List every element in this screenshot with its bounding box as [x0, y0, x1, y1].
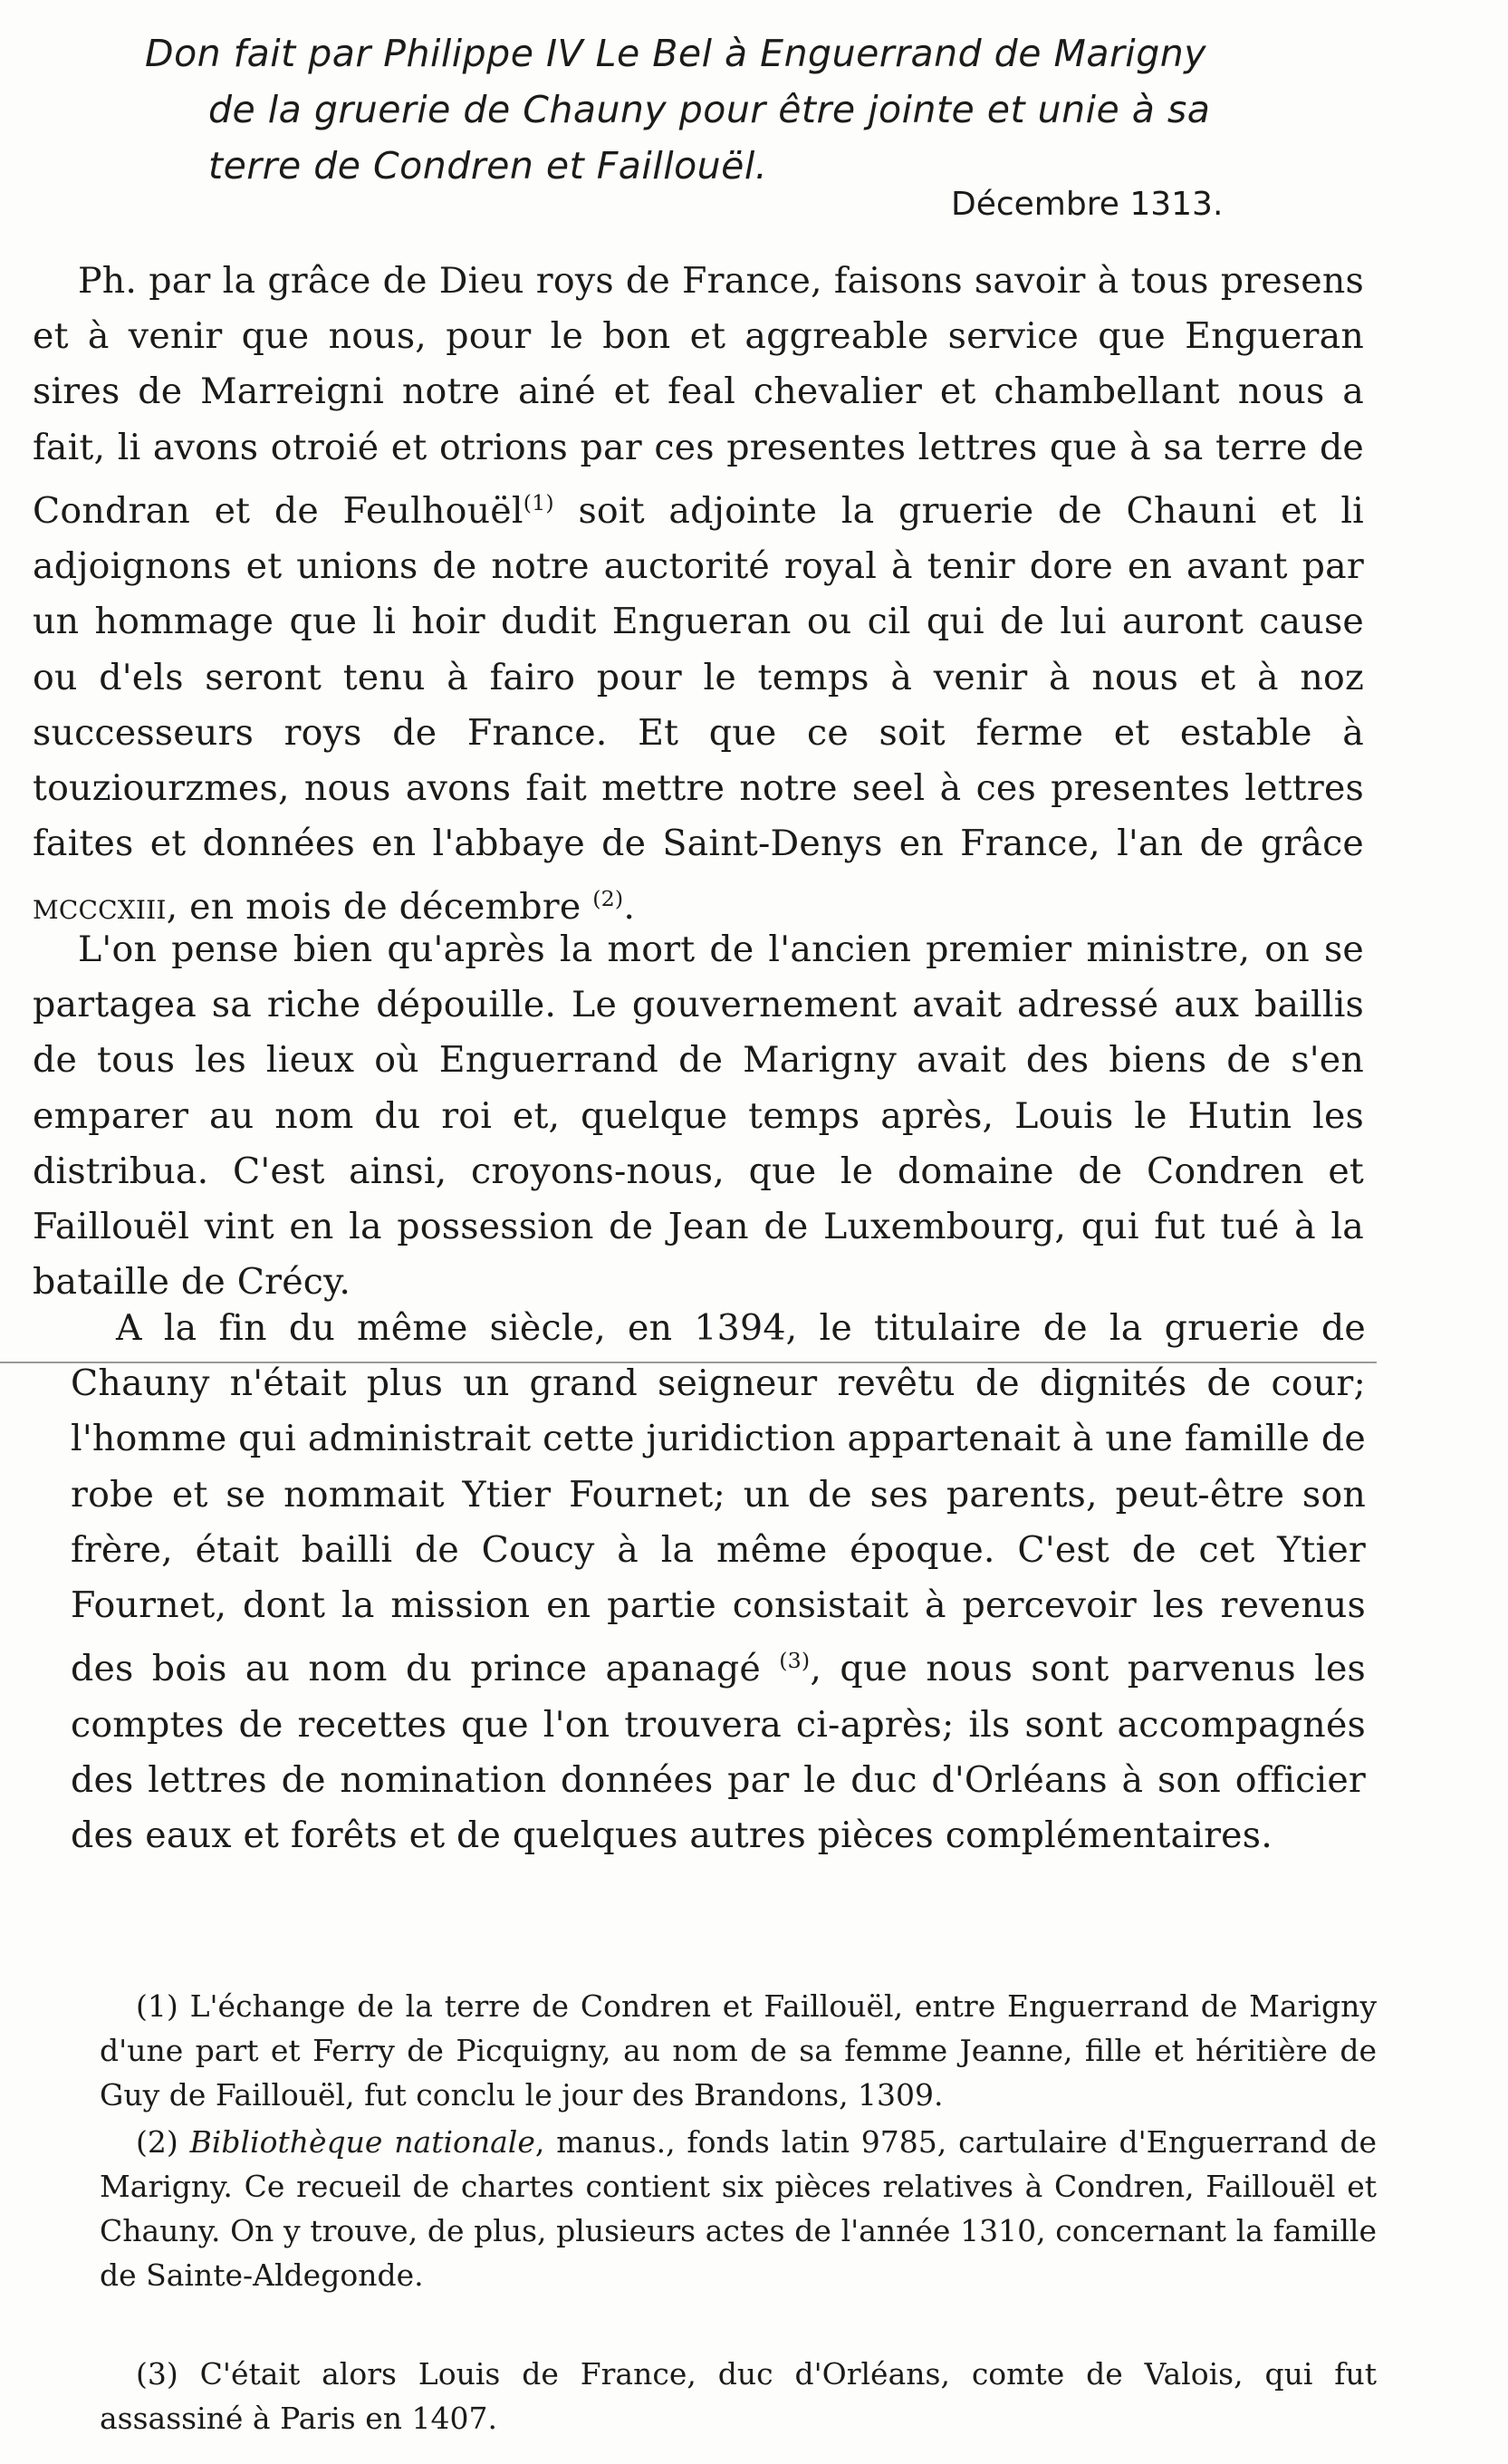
- document-heading: [145, 25, 1359, 194]
- heading-line-2: de la gruerie de Chauny pour être jointe et unie à sa: [208, 88, 1211, 131]
- heading-line-1: Don fait par Philippe IV Le Bel à Enguerrand de Marigny: [145, 32, 1206, 75]
- footnote-2-number: (2): [136, 2124, 190, 2160]
- footnote-3: [100, 2352, 1377, 2440]
- gruerie-paragraph: [71, 1301, 1366, 1863]
- gruerie-text-b: , que nous sont parvenus les comptes de recettes que l'on trouvera ci-après; ils sont accompagnés des lettres de nomination données par le duc d'Orléans à son officier des eaux et forêts et de quelques autres pièces complémentaires.: [71, 1648, 1367, 1856]
- footnote-2-source: Bibliothèque nationale: [189, 2124, 535, 2160]
- footnote-1-text: (1) L'échange de la terre de Condren et Faillouël, entre Enguerrand de Marigny d'une part et Ferry de Picquigny, au nom de sa femme Jeanne, fille et héritière de Guy de Faillouël, fut conclu le jour des Brandons, 1309.: [100, 1988, 1377, 2113]
- charter-text-a: Ph. par la grâce de Dieu roys de France, faisons savoir à tous presens et à venir que nous, pour le bon et aggreable service que Engueran sires de Marreigni notre ainé et feal chevalier et chambellant nous a fait, li avons otroié et otrions par ces presentes lettres que à sa terre de Condran et de Feulhouël: [33, 260, 1364, 532]
- footnote-3-text: (3) C'était alors Louis de France, duc d'Orléans, comte de Valois, qui fut assassiné à Paris en 1407.: [100, 2356, 1377, 2436]
- charter-text-c: , en mois de décembre: [166, 886, 593, 929]
- charter-text-d: .: [623, 886, 636, 929]
- charter-date: Décembre 1313.: [951, 186, 1224, 223]
- footnote-ref-3: (3): [779, 1648, 811, 1674]
- gruerie-text-a: A la fin du même siècle, en 1394, le titulaire de la gruerie de Chauny n'était plus un grand seigneur revêtu de dignités de cour; l'homme qui administrait cette juridiction appartenait à une famille de robe et se nommait Ytier Fournet; un de ses parents, peut-être son frère, était bailli de Coucy à la même époque. C'est de cet Ytier Fournet, dont la mission en partie consistait à percevoir les revenus des bois au nom du prince apanagé: [71, 1307, 1366, 1690]
- charter-paragraph: [33, 254, 1364, 936]
- footnote-ref-2: (2): [592, 886, 624, 912]
- footnote-ref-1: (1): [523, 489, 554, 515]
- footnote-2: [100, 2120, 1377, 2297]
- footnote-2-text: , manus., fonds latin 9785, cartulaire d'Enguerrand de Marigny. Ce recueil de chartes contient six pièces relatives à Condren, Faillouël et Chauny. On y trouve, de plus, plusieurs actes de l'année 1310, concernant la famille de Sainte-Aldegonde.: [100, 2124, 1377, 2293]
- charter-year: mcccxiii: [33, 886, 167, 929]
- footnote-1: [100, 1984, 1377, 2117]
- commentary-text: L'on pense bien qu'après la mort de l'ancien premier ministre, on se partagea sa riche dépouille. Le gouvernement avait adressé aux baillis de tous les lieux où Enguerrand de Marigny avait des biens de s'en emparer au nom du roi et, quelque temps après, Louis le Hutin les distribua. C'est ainsi, croyons-nous, que le domaine de Condren et Faillouël vint en la possession de Jean de Luxembourg, qui fut tué à la bataille de Crécy.: [33, 929, 1364, 1304]
- heading-line-3: terre de Condren et Faillouël.: [208, 144, 768, 188]
- charter-text-b: soit adjointe la gruerie de Chauni et li adjoignons et unions de notre auctorité royal à tenir dore en avant par un hommage que li hoir dudit Engueran ou cil qui de lui auront cause ou d'els seront tenu à fairo pour le temps à venir à nous et à noz successeurs roys de France. Et que ce soit ferme et estable à touziourzmes, nous avons fait mettre notre seel à ces presentes lettres faites et données en l'abbaye de Saint-Denys en France, l'an de grâce: [33, 489, 1364, 865]
- commentary-paragraph: [33, 922, 1364, 1310]
